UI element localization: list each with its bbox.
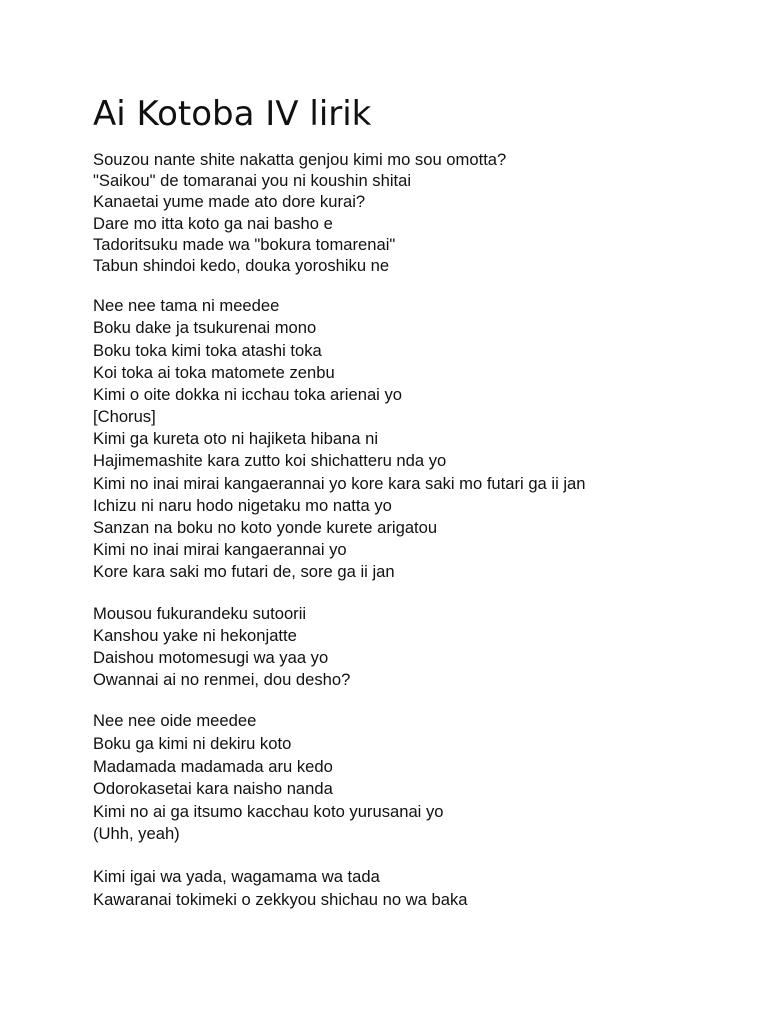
lyric-line: Kimi no ai ga itsumo kacchau koto yurusanai yo [93, 801, 444, 821]
lyric-line: Kanshou yake ni hekonjatte [93, 625, 297, 645]
stanza [93, 710, 763, 846]
stanza [93, 603, 763, 692]
lyric-line: Madamada madamada aru kedo [93, 756, 333, 776]
lyric-line: Nee nee tama ni meedee [93, 296, 280, 316]
lyric-line: Boku dake ja tsukurenai mono [93, 318, 317, 338]
lyric-line: Kimi ga kureta oto ni hajiketa hibana ni [93, 429, 379, 449]
section-marker: [Chorus] [93, 407, 156, 427]
lyric-line: (Uhh, yeah) [93, 824, 180, 844]
lyric-line: Kimi o oite dokka ni icchau toka arienai yo [93, 384, 402, 404]
lyric-line: Kawaranai tokimeki o zekkyou shichau no wa baka [93, 889, 468, 909]
lyric-line: Koi toka ai toka matomete zenbu [93, 362, 335, 382]
lyric-line: Kimi no inai mirai kangaerannai yo [93, 540, 347, 560]
document-title: Ai Kotoba IV lirik [93, 94, 372, 134]
stanza [93, 295, 763, 583]
lyric-line: Odorokasetai kara naisho nanda [93, 779, 333, 799]
lyric-line: Nee nee oide meedee [93, 711, 257, 731]
lyric-line: Owannai ai no renmei, dou desho? [93, 670, 351, 690]
lyric-line: Boku toka kimi toka atashi toka [93, 340, 322, 360]
lyric-line: "Saikou" de tomaranai you ni koushin shitai [93, 171, 412, 191]
lyrics-body [93, 149, 763, 930]
lyric-line: Mousou fukurandeku sutoorii [93, 603, 307, 623]
lyric-line: Boku ga kimi ni dekiru koto [93, 733, 292, 753]
stanza [93, 149, 763, 276]
lyric-line: Daishou motomesugi wa yaa yo [93, 647, 329, 667]
lyric-line: Dare mo itta koto ga nai basho e [93, 213, 333, 233]
lyric-line: Ichizu ni naru hodo nigetaku mo natta yo [93, 495, 392, 515]
lyric-line: Souzou nante shite nakatta genjou kimi mo sou omotta? [93, 150, 507, 169]
lyric-line: Sanzan na boku no koto yonde kurete arigatou [93, 518, 438, 537]
lyric-line: Kanaetai yume made ato dore kurai? [93, 192, 366, 212]
stanza [93, 865, 763, 911]
lyric-line: Tadoritsuku made wa "bokura tomarenai" [93, 234, 396, 254]
lyric-line: Kimi no inai mirai kangaerannai yo kore kara saki mo futari ga ii jan [93, 473, 586, 493]
lyric-line: Hajimemashite kara zutto koi shichatteru nda yo [93, 451, 447, 471]
lyric-line: Tabun shindoi kedo, douka yoroshiku ne [93, 255, 390, 275]
lyric-line: Kimi igai wa yada, wagamama wa tada [93, 866, 380, 886]
lyric-line: Kore kara saki mo futari de, sore ga ii jan [93, 562, 395, 582]
